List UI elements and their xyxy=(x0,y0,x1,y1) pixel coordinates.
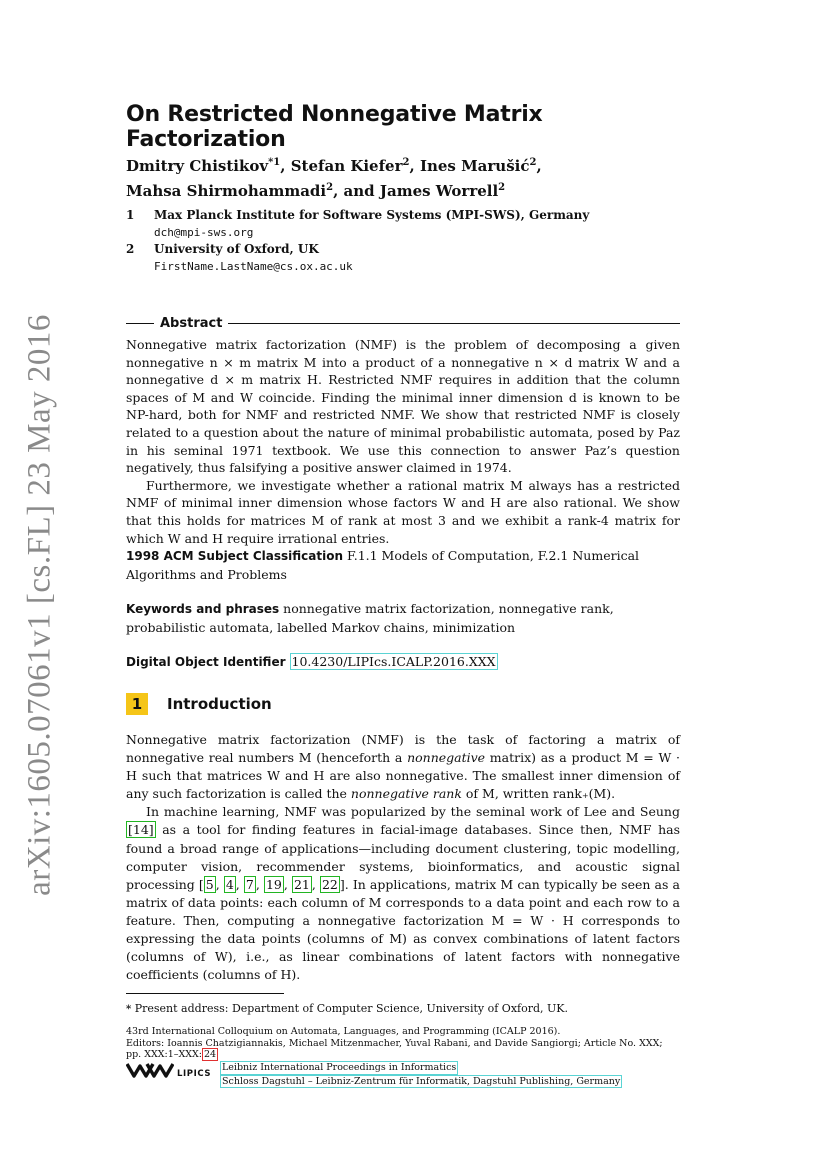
acm-label: 1998 ACM Subject Classification xyxy=(126,549,344,563)
citation-link[interactable]: 19 xyxy=(265,876,282,892)
author-name: Stefan Kiefer xyxy=(290,157,403,175)
section-heading xyxy=(126,693,272,715)
affiliation-row xyxy=(126,207,589,224)
author-mark: 2 xyxy=(498,182,506,193)
footnote xyxy=(126,1002,568,1015)
keywords-label: Keywords and phrases xyxy=(126,602,280,616)
keywords-text: nonnegative matrix factorization, nonnegative rank, probabilistic automata, labelled Markov chains, minimization xyxy=(126,601,614,635)
author-name: Dmitry Chistikov xyxy=(126,157,269,175)
conference-line: 43rd International Colloquium on Automata, Languages, and Programming (ICALP 2016). xyxy=(126,1026,561,1037)
affiliation-name: Max Planck Institute for Software Systems (MPI-SWS), Germany xyxy=(154,208,590,222)
last-page-link[interactable]: 24 xyxy=(203,1049,217,1060)
author-line-2: Mahsa Shirmohammadi$^2$, and James Worrell$^2$ xyxy=(126,182,506,200)
publisher-footer xyxy=(126,1061,622,1088)
citation-link[interactable]: 5 xyxy=(205,876,214,892)
affiliation-number: 2 xyxy=(126,242,135,256)
affiliation-email: FirstName.LastName@cs.ox.ac.uk xyxy=(154,260,353,273)
affiliation-number: 1 xyxy=(126,208,135,222)
abstract-paragraph: Furthermore, we investigate whether a rational matrix M always has a restricted NMF of minimal inner dimension whose factors W and H are also rational. We show that this holds for matrices M of rank at most 3 and we exhibit a rank-4 matrix for which W and H require irrational entries. xyxy=(126,477,680,546)
author-mark: *1 xyxy=(268,157,281,168)
text-run: Nonnegative matrix factorization (NMF) is the task of factoring a matrix of nonnegative real numbers M (henceforth a xyxy=(126,732,680,766)
affiliation-row xyxy=(126,241,589,258)
author-mark: 2 xyxy=(326,182,334,193)
publisher-links xyxy=(220,1061,622,1088)
author-name: James Worrell xyxy=(379,182,499,200)
citation-link[interactable]: 7 xyxy=(245,876,254,892)
editors-line: Editors: Ioannis Chatzigiannakis, Michael Mitzenmacher, Yuval Rabani, and Davide Sangiorgi; Article No. XXX; xyxy=(126,1037,663,1049)
acm-classification xyxy=(126,547,680,583)
arxiv-stamp: arXiv:1605.07061v1 [cs.FL] 23 May 2016 xyxy=(21,314,58,896)
footnote-text: Present address: Department of Computer Science, University of Oxford, UK. xyxy=(134,1002,568,1015)
text-run: as a tool for finding features in facial-image databases. Since then, NMF has found a broad range of applications—including document clustering, topic modelling, computer vision, recommender systems, bioinformatics, and acoustic signal processing xyxy=(126,822,680,892)
footnote-rule xyxy=(126,993,284,994)
section-title: Introduction xyxy=(167,695,272,713)
citation-link[interactable]: 22 xyxy=(321,876,338,892)
emphasis: nonnegative xyxy=(407,750,486,766)
text-run: . In applications, matrix M can typically be seen as a matrix of data points: each column of M corresponds to a data point and each row to a feature. Then, computing a nonnegative factorization M = W · H corresponds to expressing the data points (columns of M) as convex combinations of latent factors (columns of W), i.e., as linear combinations of latent factors with nonnegative coefficients (columns of H). xyxy=(126,876,680,983)
acm-text: F.1.1 Models of Computation, F.2.1 Numerical Algorithms and Problems xyxy=(126,548,640,582)
conference-info xyxy=(126,1026,682,1061)
affiliation-email: dch@mpi-sws.org xyxy=(154,226,254,239)
heading-rule xyxy=(228,323,680,324)
intro-paragraph xyxy=(126,731,680,803)
dagstuhl-link[interactable]: Schloss Dagstuhl – Leibniz-Zentrum für Informatik, Dagstuhl Publishing, Germany xyxy=(222,1075,621,1087)
paper-title: On Restricted Nonnegative Matrix Factorization xyxy=(126,102,543,152)
emphasis: nonnegative rank xyxy=(350,786,462,802)
intro-paragraph: In machine learning, NMF was popularized by the seminal work of Lee and Seung [14] as a tool for finding features in facial-image databases. Since then, NMF has found a broad range of applications—including document clustering, topic modelling, computer vision, recommender systems, bioinformatics, and acoustic signal processing [ 5 , 4 , 7 , 19 , 21 , 22 ]. In applications, matrix M can typically be seen as a matrix of data points: each column of M corresponds to a data point and each row to a feature. Then, computing a nonnegative factorization M = W · H corresponds to expressing the data points (columns of M) as convex combinations of latent factors (columns of W), i.e., as linear combinations of latent factors with nonnegative coefficients (columns of H). xyxy=(126,804,680,983)
text-run: of M, written rank₊(M). xyxy=(461,786,616,802)
author-name: Mahsa Shirmohammadi xyxy=(126,182,327,200)
intro-body xyxy=(126,731,680,984)
lipics-link[interactable]: Leibniz International Proceedings in Informatics xyxy=(222,1062,457,1073)
doi-label: Digital Object Identifier xyxy=(126,655,286,669)
author-mark: 2 xyxy=(402,157,410,168)
citation-link[interactable]: 4 xyxy=(225,876,234,892)
citation-link[interactable]: 21 xyxy=(293,876,310,892)
heading-rule xyxy=(126,323,154,324)
lipics-wordmark: LIPICS xyxy=(177,1069,212,1079)
lipics-logo-icon xyxy=(126,1061,174,1079)
author-line-1: Dmitry Chistikov$^{*1}$, Stefan Kiefer$^2$, Ines Marušić$^2$, xyxy=(126,157,542,175)
author-mark: 2 xyxy=(529,157,537,168)
text-run: In machine learning, NMF was popularized by the seminal work of Lee and Seung xyxy=(146,804,680,820)
affiliation-name: University of Oxford, UK xyxy=(154,242,319,256)
citation-link[interactable]: [14] xyxy=(128,822,154,838)
abstract-body xyxy=(126,336,680,547)
keywords xyxy=(126,600,680,636)
pages-text: pp. XXX:1–XXX: xyxy=(126,1049,202,1060)
footnote-mark: * xyxy=(126,1004,132,1015)
pages-line xyxy=(126,1049,682,1061)
lipics-logo xyxy=(126,1061,220,1079)
author-conjunction: and xyxy=(343,182,375,200)
author-name: Ines Marušić xyxy=(419,157,530,175)
doi-link[interactable]: 10.4230/LIPIcs.ICALP.2016.XXX xyxy=(291,654,496,669)
section-number-badge: 1 xyxy=(126,693,148,715)
author-list xyxy=(126,152,542,202)
abstract-heading xyxy=(126,316,680,331)
text-run: matrix) as a product M = W · H such that matrices W and H are also nonnegative. The smallest inner dimension of any such factorization is called the xyxy=(126,750,680,802)
doi-line xyxy=(126,653,680,672)
abstract-paragraph: Nonnegative matrix factorization (NMF) is the problem of decomposing a given nonnegative n × m matrix M into a product of a nonnegative n × d matrix W and a nonnegative d × m matrix H. Restricted NMF requires in addition that the column spaces of M and W coincide. Finding the minimal inner dimension d is known to be NP-hard, both for NMF and restricted NMF. We show that restricted NMF is closely related to a question about the nature of minimal probabilistic automata, posed by Paz in his seminal 1971 textbook. We use this connection to answer Paz’s question negatively, thus falsifying a positive answer claimed in 1974. xyxy=(126,337,680,476)
affiliations xyxy=(126,207,589,275)
abstract-label: Abstract xyxy=(160,316,223,331)
